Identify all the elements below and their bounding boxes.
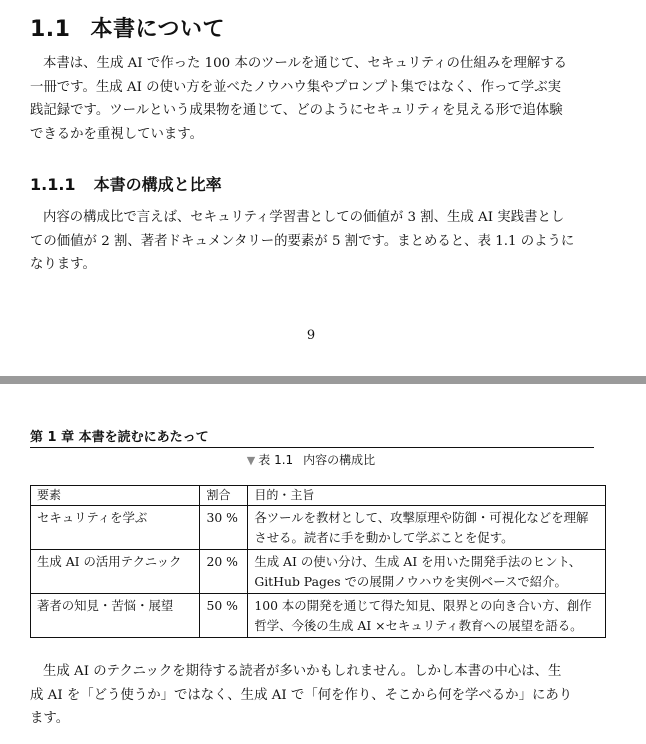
purpose-line: GitHub Pages での展開ノウハウを実例ベースで紹介。 <box>254 574 567 589</box>
table-caption-label: 表 1.1 <box>258 453 294 467</box>
column-header-ratio: 割合 <box>200 486 248 506</box>
paragraph-line: 践記録です。ツールという成果物を通じて、どのようにセキュリティを見える形で追体験 <box>30 103 563 118</box>
subsection-number: 1.1.1 <box>30 175 76 194</box>
section-heading <box>30 12 225 43</box>
element-cell: セキュリティを学ぶ <box>31 506 200 550</box>
ratio-cell: 50 % <box>200 594 248 638</box>
paragraph-line: 成 AI を「どう使うか」ではなく、生成 AI で「何を作り、そこから何を学べるか」にあり <box>30 687 573 703</box>
section-title: 本書について <box>90 17 226 42</box>
paragraph-line: 生成 AI のテクニックを期待する読者が多いかもしれません。しかし本書の中心は、生 <box>43 664 562 679</box>
subsection-title: 本書の構成と比率 <box>93 175 222 194</box>
column-header-purpose: 目的・主旨 <box>248 486 606 506</box>
paragraph-line: ます。 <box>30 711 70 726</box>
purpose-line: 哲学、今後の生成 AI ×セキュリティ教育への展望を語る。 <box>254 618 583 633</box>
paragraph-line: ての価値が 2 割、著者ドキュメンタリー的要素が 5 割です。まとめると、表 1.1 のように <box>30 233 575 249</box>
table-header-row <box>31 486 606 506</box>
element-cell: 生成 AI の活用テクニック <box>31 550 200 594</box>
table-caption <box>0 451 622 468</box>
page-number: 9 <box>306 328 316 343</box>
purpose-line: 生成 AI の使い分け、生成 AI を用いた開発手法のヒント、 <box>254 554 582 569</box>
ratio-cell: 30 % <box>200 506 248 550</box>
composition-paragraph <box>30 206 598 277</box>
purpose-line: させる。読者に手を動かして学ぶことを促す。 <box>254 530 514 545</box>
paragraph-line: できるかを重視しています。 <box>30 126 204 142</box>
intro-paragraph <box>30 52 598 146</box>
paragraph-line: なります。 <box>30 257 96 272</box>
purpose-line: 100 本の開発を通じて得た知見、限界との向き合い方、創作 <box>254 598 592 613</box>
purpose-cell <box>248 550 606 594</box>
subsection-heading <box>30 172 222 195</box>
caption-marker-icon: ▼ <box>246 454 256 467</box>
page-divider <box>0 376 646 384</box>
purpose-cell <box>248 594 606 638</box>
closing-paragraph <box>30 660 598 731</box>
ratio-cell: 20 % <box>200 550 248 594</box>
paragraph-line: 一冊です。生成 AI の使い方を並べたノウハウ集やプロンプト集ではなく、作って学ぶ実 <box>30 79 561 95</box>
column-header-element: 要素 <box>31 486 200 506</box>
purpose-line: 各ツールを教材として、攻撃原理や防御・可視化などを理解 <box>254 510 589 525</box>
running-header: 第 1 章 本書を読むにあたって <box>30 426 594 448</box>
paragraph-line: 内容の構成比で言えば、セキュリティ学習書としての価値が 3 割、生成 AI 実践書とし <box>43 210 565 225</box>
composition-table <box>30 485 606 638</box>
table-row <box>31 506 606 550</box>
table-row <box>31 594 606 638</box>
element-cell: 著者の知見・苦悩・展望 <box>31 594 200 638</box>
purpose-cell <box>248 506 606 550</box>
table-caption-title: 内容の構成比 <box>303 453 376 467</box>
section-number: 1.1 <box>30 17 71 42</box>
table-row <box>31 550 606 594</box>
paragraph-line: 本書は、生成 AI で作った 100 本のツールを通じて、セキュリティの仕組みを理解する <box>43 56 568 71</box>
